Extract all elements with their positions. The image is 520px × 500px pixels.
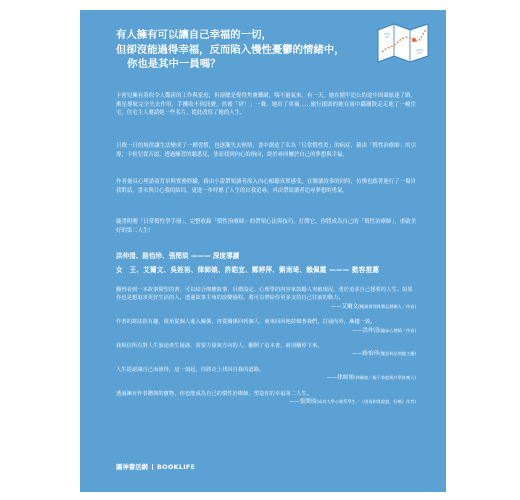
quote-attribution: ——艾爾文(暢銷書理財筆記創辦人／作家) [330,303,416,310]
quote-attribution: ——路怡珍(雙語料品問題主播) [351,351,416,358]
quote-author: 路怡珍 [362,351,380,358]
quote-item [116,286,416,311]
intro-paragraph-2: 日復一日的規律讓生活變成了一種習慣，也逐漸失去熱情，書中創造了名為「日常慣性炎」的病症，藉由「慣性治療師」的引導，卡密兒從否認、透過練習的聽悉見，並而找到內心的指向，終於尋回屬於自己的夢想與幸福。 [116,143,416,158]
quote-item [116,366,416,383]
publisher-divider [152,464,153,470]
headline-line-1: 有人擁有可以讓自己幸福的一切， [116,29,272,41]
quote-author-title: (雙語料品問題主播) [379,351,416,357]
quote-attribution: ——張閔琰(成功大學心理系學生／《別再和我說說，好嗎》作者) [289,399,416,406]
intro-paragraph-3: 作者兼具心理諮商背景與實務經驗，藉由小說帶領讀者深入內心傾聽真實感受，在閱讀故事的同時，彷彿也跟著進行了一場自我對話，書末與日心我的結局，更進一步呼應了人生的自我追尋，再次帶給讀者追尋夢想的勇氣。 [116,179,416,194]
publisher-name: 圓神書活網 [116,463,148,471]
quote-author: 洪仲清 [362,327,380,334]
quote-list [116,286,416,413]
book-back-cover [80,10,446,492]
intro-paragraph-4: 隨書附贈「日常慣性學手冊」，完整收錄「慣性治療師」的帶領心法與技巧，打開它，你將成為自己的「慣性治療師」，重啟美好的第二人生！ [116,219,416,234]
quote-author: 張閔琰 [299,399,317,406]
quote-text: 作者的寫法很有趣，視角從個人進入關係，再從關係回到個人，東來回回地鼓聲著我們，打通內外，漸趨一致。 [116,319,376,326]
endorsers-recommend: 女 王、艾爾文、吳姪裕、律師娘、許皓宜、鄭婷萍、劉南琦、賴佩霞 ——— 動容推薦 [116,266,380,274]
publisher-brand-en: BOOKLIFE [156,463,196,471]
quote-item [116,390,416,407]
quote-attribution: ——律師娘(林靜如／親子家庭與共學推廣人) [326,375,416,382]
quote-author-title: (暢銷書理財筆記創辦人／作家) [358,303,416,309]
headline-line-3: 你也是其中一員嗎？ [127,58,221,70]
headline-line-2: 但卻沒能過得幸福，反而陷入慢性憂鬱的情緒中， [116,43,345,56]
quote-text: 人生從認識自己而值得，這一刻起，你將走上找回自我的道路。 [116,366,265,373]
quote-author: 律師娘 [337,375,355,382]
intro-paragraph-1: 卡密兒擁有着似令人豔羨的工作與家庭，但卻總是覺得焦慮難耐，喘不過氣來。有一天，她在圍牢追公的途中因暈眩迷了路，衝星導航完全失去作用，手機收不到訊號，然後「砰！」一聲，她出了車禍……旅行援助的她在雨中蹣跚散走走進了一幢住宅，住宅主人邀請她一些名片，從此改寫了她的人生。 [116,93,416,117]
endorsers-reading-guide: 洪仲清、路怡珍、張閔琰 ——— 深度導讀 [116,252,240,260]
quote-text: 透過擁有作者贈與的寶物，你也能成為自己的慣性治療師，塑造你的幸福第二人生。 [116,390,312,397]
publisher-logo [116,462,195,471]
quote-item [116,342,416,359]
quote-attribution: ——洪仲清(臨床心理師／作家) [351,327,416,334]
quote-author-title: (成功大學心理系學生／《別再和我說說，好嗎》作者) [316,399,416,405]
quote-text: 我相信所有對人生旅途產生疑惑、需要力量與方向的人，翻開了這本書，就別翻停下來。 [116,343,323,350]
quote-text: 翻得看到一本故事類型的書，可以結合療癒故事、目標設定、心理學的內容來鼓勵人突破現況，勇於追求自己想要的人生。如果你也是想追求更好生活的人，透過故事主角的改變過程，將可以帶給你更多支持自己往前的動力。 [116,287,413,302]
quote-author-title: (林靜如／親子家庭與共學推廣人) [354,375,416,381]
quote-author-title: (臨床心理師／作家) [379,327,416,333]
quote-item [116,318,416,335]
quote-author: 艾爾文 [341,303,359,310]
headline [116,28,416,72]
